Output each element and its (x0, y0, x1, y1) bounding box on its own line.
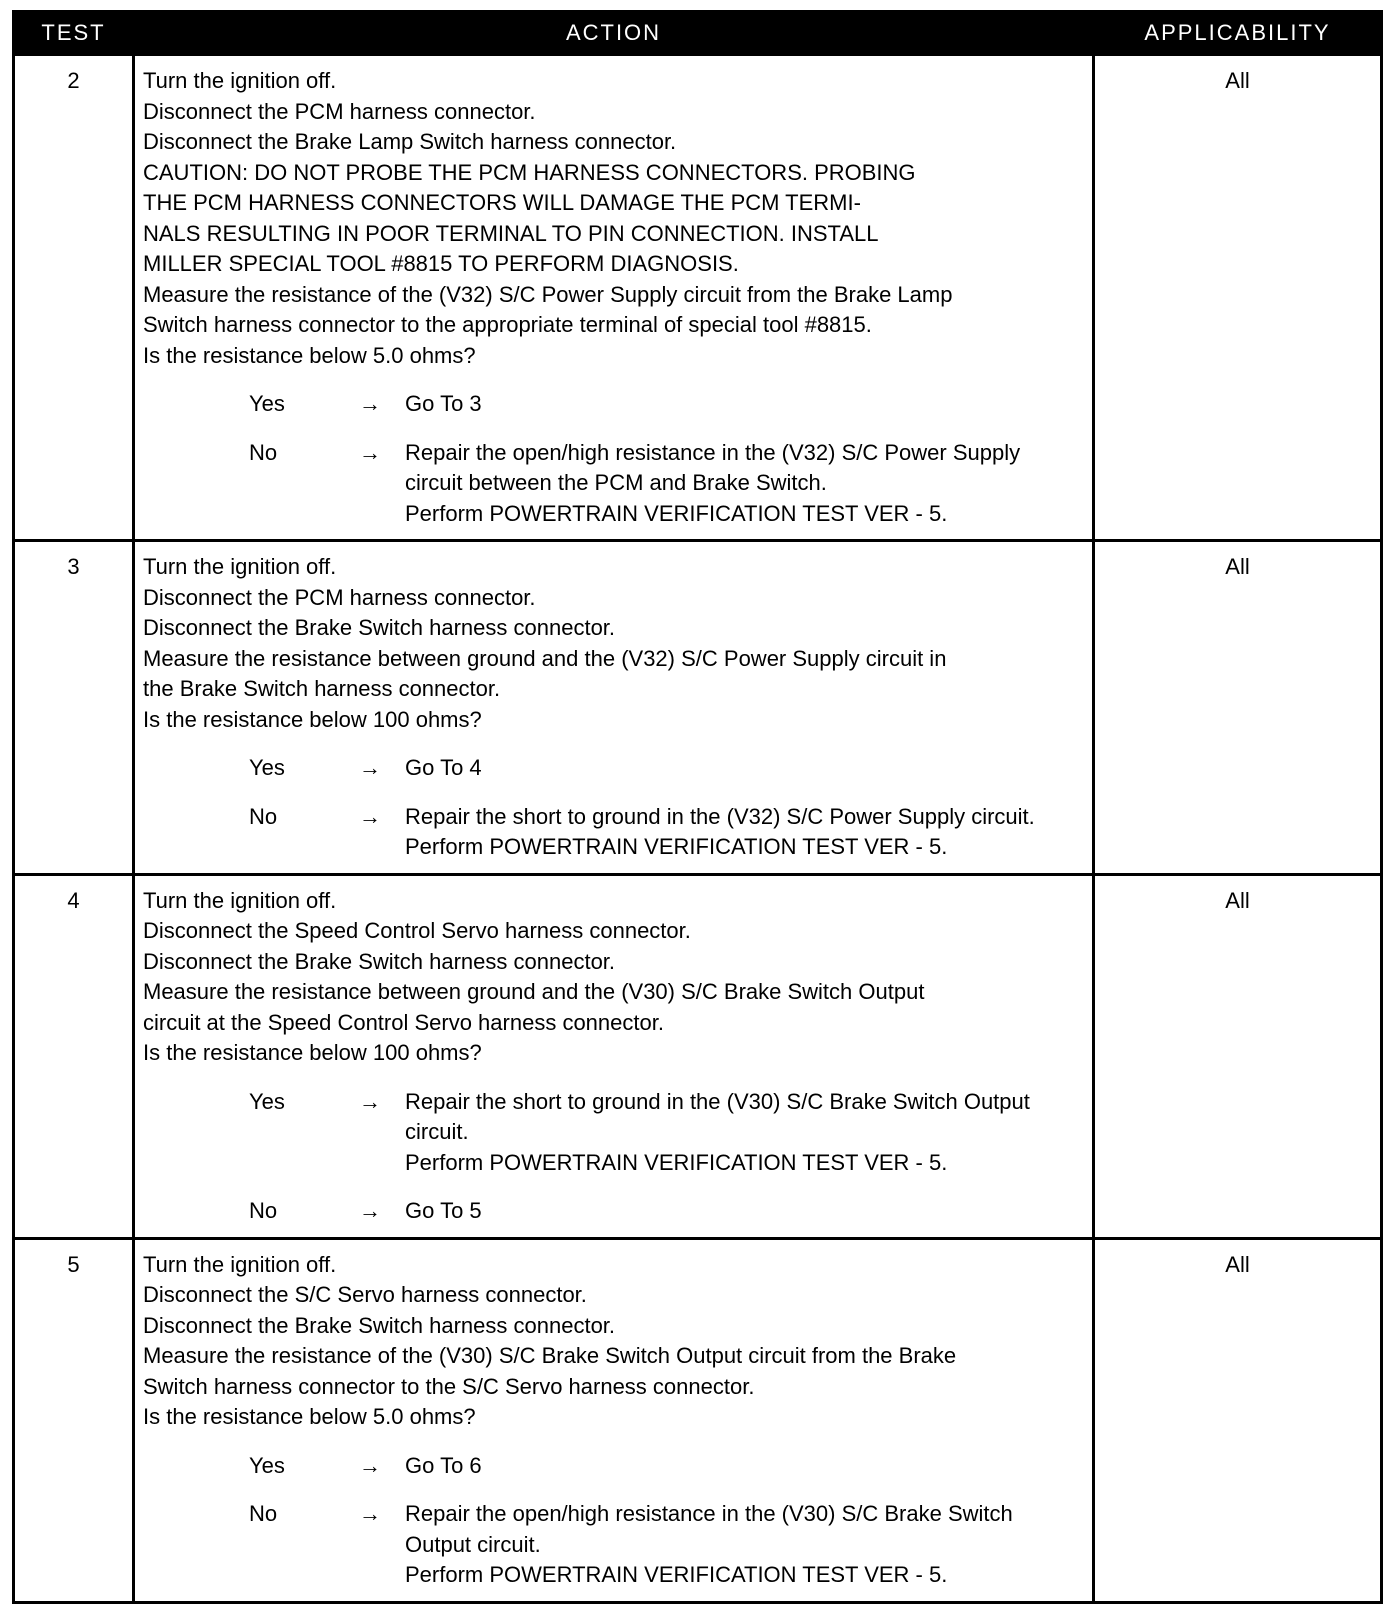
header-applicability: APPLICABILITY (1094, 12, 1382, 55)
header-test: TEST (14, 12, 134, 55)
arrow-right-icon: → (359, 803, 381, 829)
applicability-value: All (1094, 874, 1382, 1238)
arrow-right-icon: → (359, 1452, 381, 1478)
arrow-right-icon: → (359, 391, 381, 416)
outcome-yes (143, 389, 1084, 420)
action-cell (134, 874, 1094, 1238)
outcome-line: Perform POWERTRAIN VERIFICATION TEST VER - 5. (405, 834, 948, 859)
action-step-line: Disconnect the Brake Switch harness connector. (143, 1312, 616, 1338)
action-step-line: Disconnect the Speed Control Servo harness connector. (143, 918, 691, 943)
table-row (14, 874, 1382, 1238)
outcome-yes-label: Yes (249, 391, 285, 416)
table-row (14, 55, 1382, 541)
outcome-line: Go To 3 (405, 391, 482, 416)
action-step-line: circuit at the Speed Control Servo harness connector. (143, 1009, 664, 1035)
action-step-line: Disconnect the Brake Switch harness connector. (143, 615, 616, 640)
arrow-right-icon: → (359, 1198, 381, 1223)
outcome-yes (143, 1087, 1084, 1179)
outcome-no (143, 1196, 1084, 1227)
diagnostic-table-sheet (12, 10, 1380, 1604)
outcome-line: Perform POWERTRAIN VERIFICATION TEST VER - 5. (405, 1149, 948, 1175)
outcome-yes-text (405, 1451, 1084, 1482)
arrow-right-icon: → (359, 1088, 381, 1114)
action-steps (143, 66, 1084, 371)
outcome-line: Repair the open/high resistance in the (V30) S/C Brake Switch (405, 1501, 1013, 1526)
action-cell (134, 55, 1094, 541)
header-action: ACTION (134, 12, 1094, 55)
outcome-no-text (405, 438, 1084, 530)
action-step-line: Disconnect the Brake Lamp Switch harness connector. (143, 129, 677, 154)
action-step-line: Is the resistance below 100 ohms? (143, 706, 482, 732)
outcome-no (143, 1499, 1084, 1591)
action-steps (143, 1250, 1084, 1433)
action-step-line: NALS RESULTING IN POOR TERMINAL TO PIN CONNECTION. INSTALL (143, 220, 879, 246)
outcome-yes-text (405, 753, 1084, 784)
action-step-line: Disconnect the S/C Servo harness connector. (143, 1282, 587, 1307)
outcome-line: Perform POWERTRAIN VERIFICATION TEST VER - 5. (405, 500, 948, 526)
action-cell (134, 541, 1094, 875)
table-row (14, 541, 1382, 875)
outcome-yes-text (405, 1087, 1084, 1179)
outcome-line: Go To 4 (405, 755, 482, 780)
arrow-right-icon: → (359, 755, 381, 780)
outcome-no-label: No (249, 439, 278, 465)
action-step-line: Measure the resistance of the (V30) S/C Brake Switch Output circuit from the Brake (143, 1343, 957, 1368)
outcome-no-label: No (249, 1501, 278, 1526)
action-step-line: Switch harness connector to the S/C Servo harness connector. (143, 1373, 755, 1399)
outcome-no-label: No (249, 803, 278, 829)
action-step-line: Turn the ignition off. (143, 554, 337, 579)
action-steps (143, 552, 1084, 735)
outcome-no (143, 438, 1084, 530)
action-step-line: Turn the ignition off. (143, 1251, 337, 1277)
action-step-line: CAUTION: DO NOT PROBE THE PCM HARNESS CONNECTORS. PROBING (143, 159, 916, 185)
outcome-yes-label: Yes (249, 1088, 285, 1114)
action-steps (143, 886, 1084, 1069)
outcome-line: Repair the short to ground in the (V32) S/C Power Supply circuit. (405, 803, 1035, 829)
action-step-line: Is the resistance below 100 ohms? (143, 1040, 482, 1065)
action-cell (134, 1238, 1094, 1602)
outcome-no (143, 802, 1084, 863)
outcome-line: Repair the open/high resistance in the (V32) S/C Power Supply (405, 439, 1021, 465)
arrow-right-icon: → (359, 439, 381, 465)
action-step-line: Is the resistance below 5.0 ohms? (143, 342, 476, 368)
outcome-no-text (405, 802, 1084, 863)
action-step-line: Measure the resistance between ground and the (V30) S/C Brake Switch Output (143, 979, 925, 1004)
action-step-line: Is the resistance below 5.0 ohms? (143, 1404, 476, 1429)
outcome-line: Output circuit. (405, 1531, 541, 1557)
outcome-line: circuit between the PCM and Brake Switch. (405, 470, 827, 495)
outcome-yes (143, 753, 1084, 784)
applicability-value: All (1094, 1238, 1382, 1602)
test-number: 2 (14, 55, 134, 541)
action-step-line: Disconnect the PCM harness connector. (143, 584, 536, 610)
action-step-line: Measure the resistance of the (V32) S/C Power Supply circuit from the Brake Lamp (143, 281, 953, 307)
outcome-no-text (405, 1499, 1084, 1591)
test-number: 5 (14, 1238, 134, 1602)
applicability-value: All (1094, 55, 1382, 541)
outcome-line: circuit. (405, 1119, 469, 1144)
action-step-line: the Brake Switch harness connector. (143, 676, 501, 701)
table-row (14, 1238, 1382, 1602)
outcome-line: Go To 6 (405, 1452, 482, 1478)
action-step-line: Turn the ignition off. (143, 887, 337, 913)
action-step-line: Switch harness connector to the appropriate terminal of special tool #8815. (143, 312, 872, 337)
action-step-line: MILLER SPECIAL TOOL #8815 TO PERFORM DIAGNOSIS. (143, 251, 739, 276)
outcome-yes (143, 1451, 1084, 1482)
arrow-right-icon: → (359, 1501, 381, 1526)
action-step-line: Turn the ignition off. (143, 68, 337, 93)
outcome-no-text (405, 1196, 1084, 1227)
outcome-line: Repair the short to ground in the (V30) S/C Brake Switch Output (405, 1088, 1030, 1114)
diagnostic-test-table (12, 10, 1383, 1604)
action-step-line: Disconnect the PCM harness connector. (143, 98, 536, 124)
test-number: 3 (14, 541, 134, 875)
applicability-value: All (1094, 541, 1382, 875)
outcome-yes-label: Yes (249, 1452, 285, 1478)
outcome-no-label: No (249, 1198, 278, 1223)
header-row (14, 12, 1382, 55)
outcome-yes-label: Yes (249, 755, 285, 780)
action-step-line: THE PCM HARNESS CONNECTORS WILL DAMAGE THE PCM TERMI- (143, 190, 861, 215)
outcome-line: Go To 5 (405, 1198, 482, 1223)
test-number: 4 (14, 874, 134, 1238)
outcome-line: Perform POWERTRAIN VERIFICATION TEST VER - 5. (405, 1562, 948, 1587)
outcome-yes-text (405, 389, 1084, 420)
action-step-line: Disconnect the Brake Switch harness connector. (143, 948, 616, 974)
action-step-line: Measure the resistance between ground and the (V32) S/C Power Supply circuit in (143, 645, 947, 671)
